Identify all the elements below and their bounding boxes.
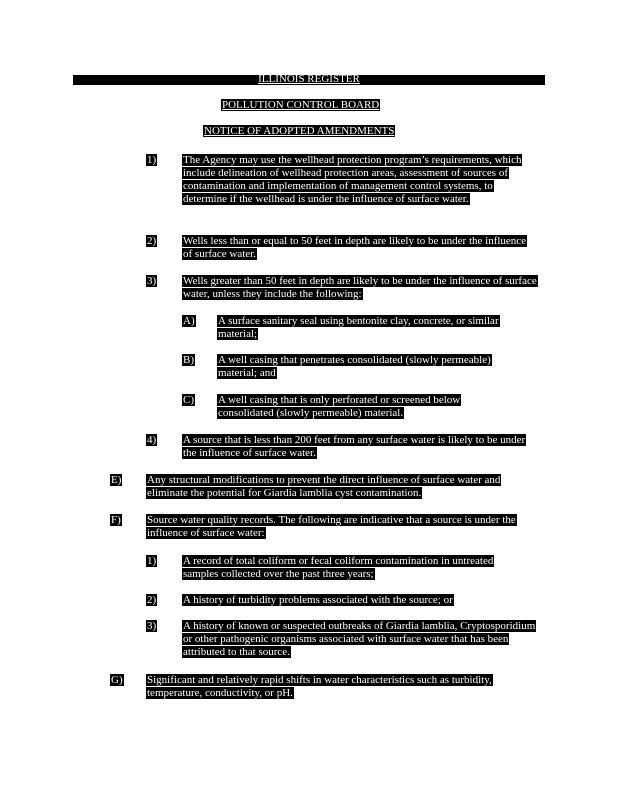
- notice-title: NOTICE OF ADOPTED AMENDMENTS: [204, 125, 395, 137]
- section-text: Significant and relatively rapid shifts in water characteristics such as turbidity, temperature, conductivity, or pH.: [147, 674, 492, 699]
- item-number: 2): [147, 235, 157, 247]
- subitem-number: C): [183, 394, 194, 406]
- item-number: 3): [147, 620, 157, 632]
- item-text: Wells less than or equal to 50 feet in depth are likely to be under the influence of surface water.: [183, 235, 527, 260]
- item-text: A history of known or suspected outbreaks of Giardia lamblia, Cryptosporidium or other pathogenic organisms associated with surface water that has been attributed to that source.: [183, 620, 536, 658]
- item-number: 1): [147, 555, 157, 567]
- item-text: Wells greater than 50 feet in depth are likely to be under the influence of surface water, unless they include the following:: [183, 275, 537, 300]
- subitem-text: A well casing that penetrates consolidated (slowly permeable) material; and: [218, 354, 491, 379]
- board-name: POLLUTION CONTROL BOARD: [222, 99, 380, 111]
- subitem-text: A well casing that is only perforated or screened below consolidated (slowly permeable) material.: [218, 394, 461, 419]
- section-text: Any structural modifications to prevent the direct influence of surface water and eliminate the potential for Giardia lamblia cyst contamination.: [147, 474, 501, 499]
- item-number: 4): [147, 434, 157, 446]
- subitem-number: A): [183, 315, 195, 327]
- item-text: A source that is less than 200 feet from any surface water is likely to be under the influence of surface water.: [183, 434, 526, 459]
- item-text: A history of turbidity problems associated with the source; or: [183, 594, 453, 606]
- item-text: The Agency may use the wellhead protection program’s requirements, which include delineation of wellhead protection areas, assessment of sources of contamination and implementation of management control systems, to determine if the wellhead is under the influence of surface water.: [183, 154, 522, 205]
- item-number: 3): [147, 275, 157, 287]
- register-title: ILLINOIS REGISTER: [258, 73, 360, 85]
- section-text: Source water quality records. The following are indicative that a source is under the influence of surface water:: [147, 514, 516, 539]
- item-number: 1): [147, 154, 157, 166]
- item-number: 2): [147, 594, 157, 606]
- section-number: E): [111, 474, 122, 486]
- subitem-number: B): [183, 354, 194, 366]
- subitem-text: A surface sanitary seal using bentonite clay, concrete, or similar material;: [218, 315, 499, 340]
- section-number: G): [111, 674, 123, 686]
- item-text: A record of total coliform or fecal coliform contamination in untreated samples collected over the past three years;: [183, 555, 494, 580]
- section-number: F): [111, 514, 121, 526]
